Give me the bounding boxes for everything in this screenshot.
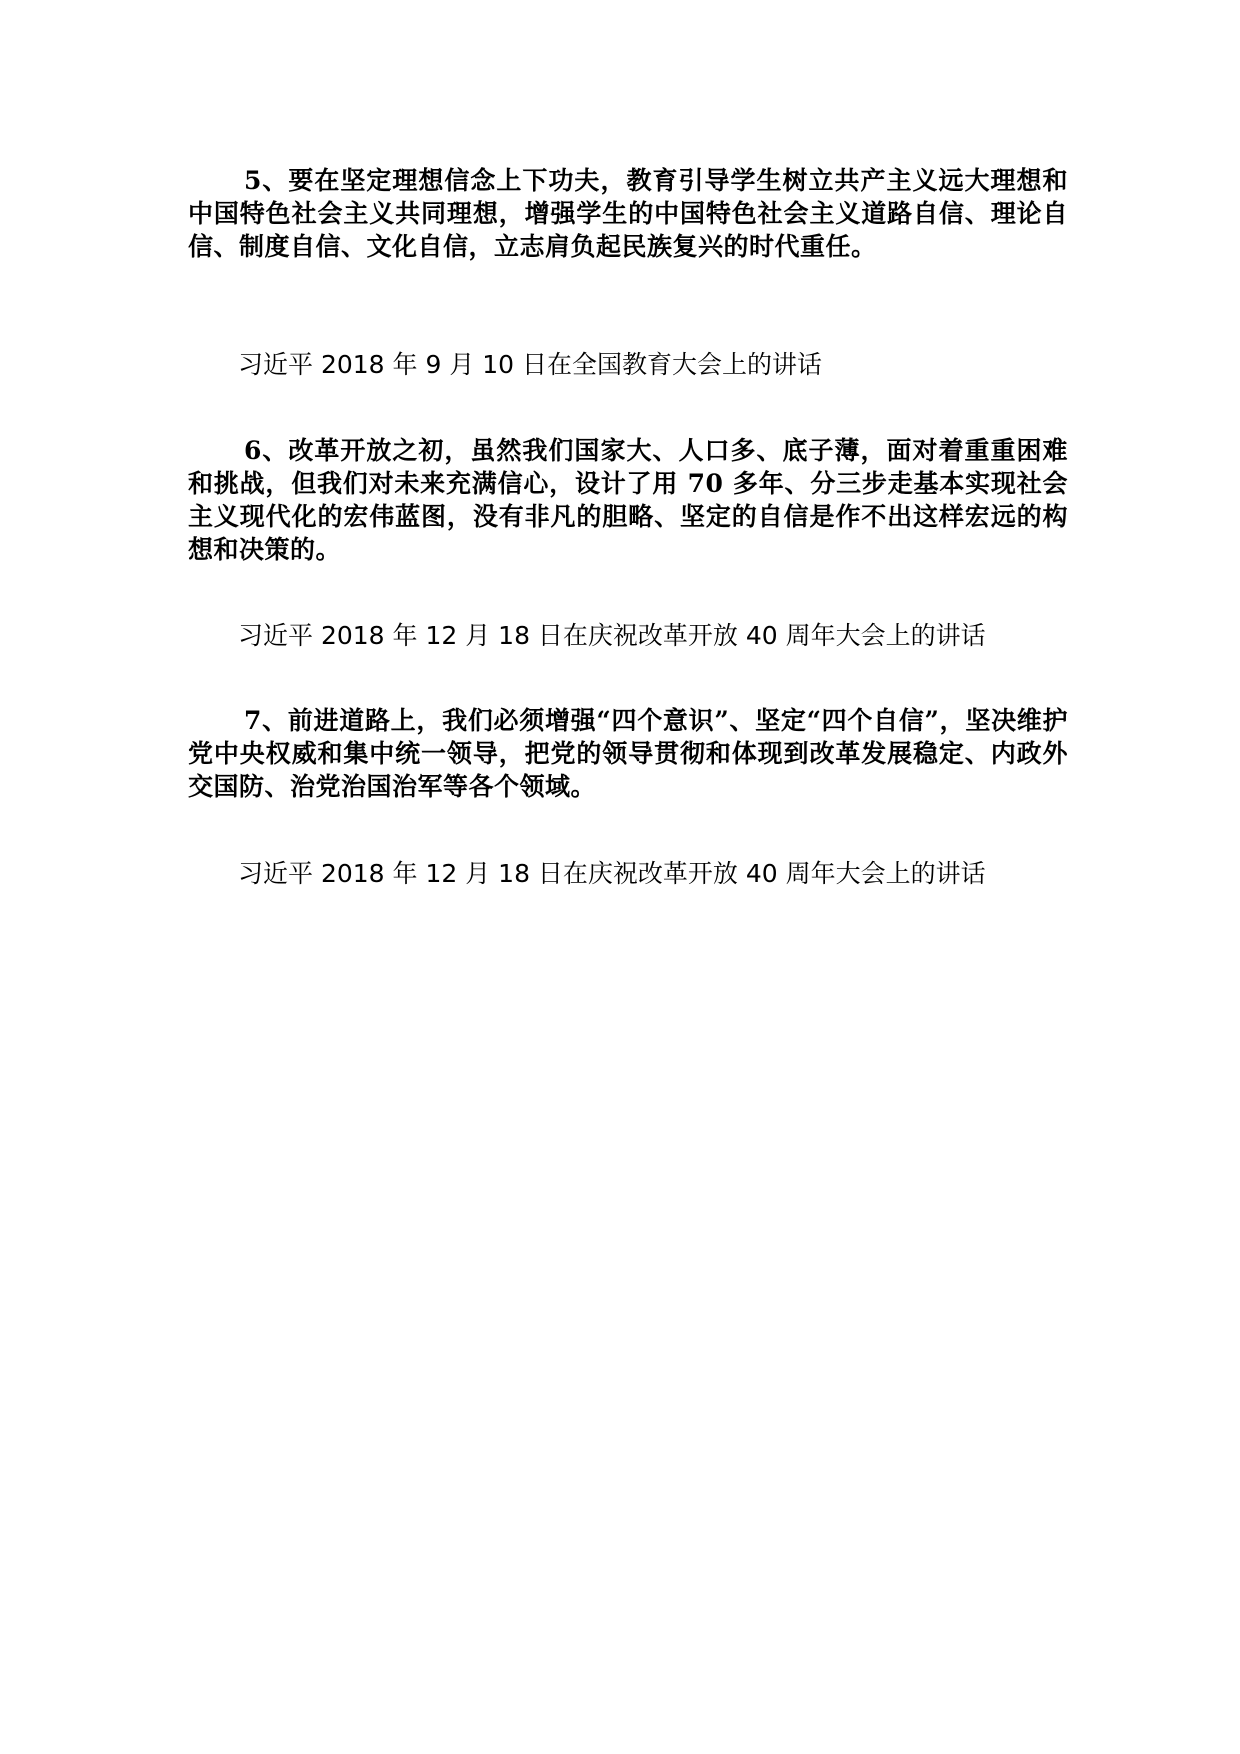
quote-source-6: 习近平 2018 年 12 月 18 日在庆祝改革开放 40 周年大会上的讲话	[238, 621, 986, 650]
quote-source-7: 习近平 2018 年 12 月 18 日在庆祝改革开放 40 周年大会上的讲话	[238, 859, 986, 888]
quote-paragraph-7: 7、前进道路上，我们必须增强“四个意识”、坚定“四个自信”，坚决维护党中央权威和集中统一领导，把党的领导贯彻和体现到改革发展稳定、内政外交国防、治党治国治军等各个领域。	[188, 706, 1068, 801]
quote-source-5: 习近平 2018 年 9 月 10 日在全国教育大会上的讲话	[238, 350, 823, 379]
quote-paragraph-6: 6、改革开放之初，虽然我们国家大、人口多、底子薄，面对着重重困难和挑战，但我们对未来充满信心，设计了用 70 多年、分三步走基本实现社会主义现代化的宏伟蓝图，没有非凡的胆略、坚定的自信是作不出这样宏远的构想和决策的。	[188, 436, 1068, 564]
quote-paragraph-5: 5、要在坚定理想信念上下功夫，教育引导学生树立共产主义远大理想和中国特色社会主义共同理想，增强学生的中国特色社会主义道路自信、理论自信、制度自信、文化自信，立志肩负起民族复兴的时代重任。	[188, 166, 1068, 261]
